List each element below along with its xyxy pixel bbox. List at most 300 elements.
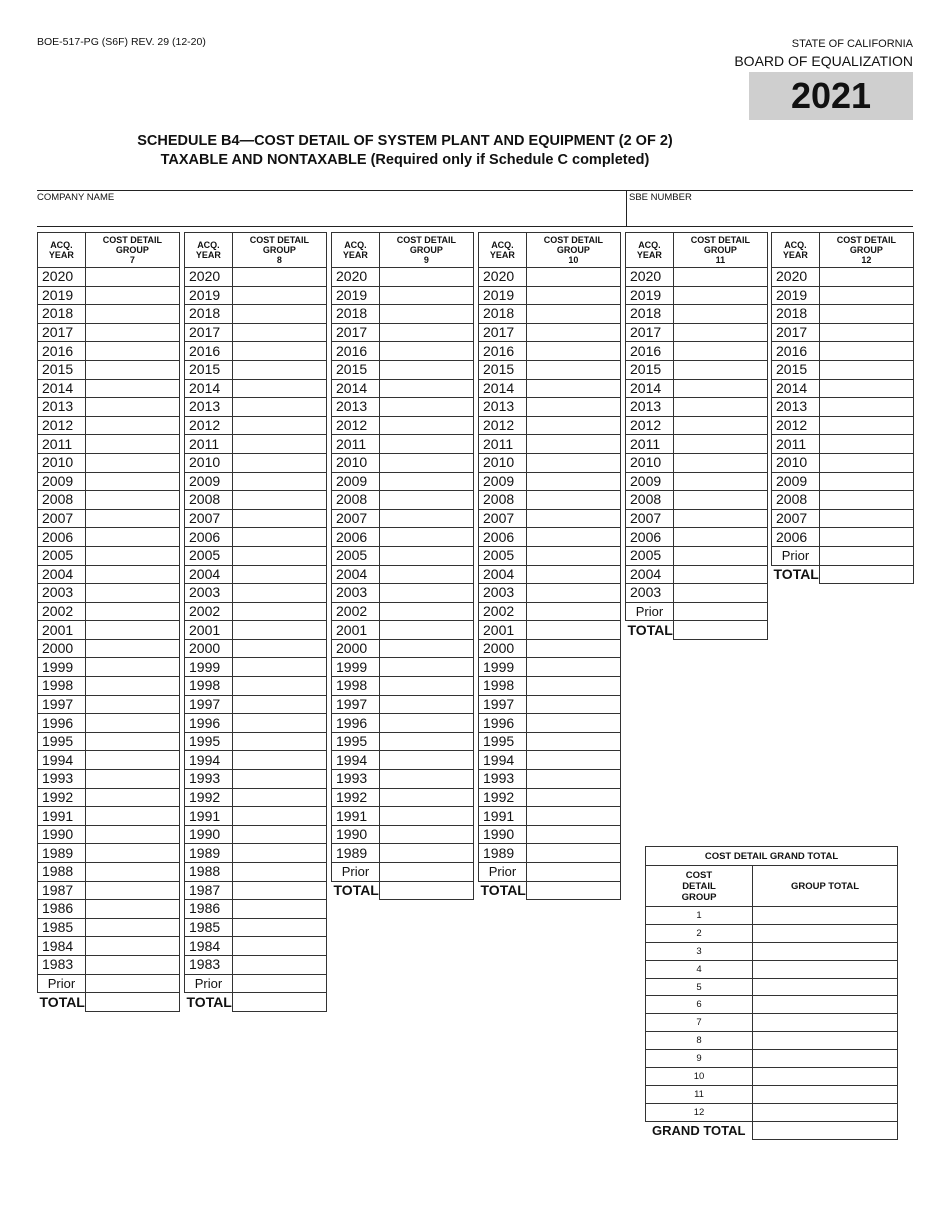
amount-cell[interactable] (673, 323, 767, 342)
table-row (185, 732, 327, 751)
acq-year-header: ACQ. YEAR (626, 233, 674, 268)
table-row (332, 268, 474, 287)
amount-cell[interactable] (379, 695, 473, 714)
amount-cell[interactable] (232, 695, 326, 714)
table-row (332, 435, 474, 454)
amount-cell[interactable] (379, 881, 473, 900)
year-label: 2017 (772, 323, 820, 342)
schedule-title (0, 132, 810, 170)
amount-cell[interactable] (85, 286, 179, 305)
amount-cell[interactable] (232, 918, 326, 937)
amount-cell[interactable] (819, 565, 913, 584)
amount-cell[interactable] (85, 844, 179, 863)
table-row (626, 602, 768, 621)
amount-cell[interactable] (379, 546, 473, 565)
year-label: 2014 (772, 379, 820, 398)
amount-cell[interactable] (85, 732, 179, 751)
amount-cell[interactable] (232, 844, 326, 863)
amount-cell[interactable] (526, 528, 620, 547)
table-row (38, 900, 180, 919)
table-row (626, 621, 768, 640)
prior-label: Prior (38, 974, 86, 993)
table-row (185, 695, 327, 714)
amount-cell[interactable] (379, 751, 473, 770)
amount-cell[interactable] (526, 825, 620, 844)
amount-cell[interactable] (232, 974, 326, 993)
amount-cell[interactable] (232, 472, 326, 491)
year-label: 2009 (332, 472, 380, 491)
amount-cell[interactable] (232, 863, 326, 882)
amount-cell[interactable] (232, 323, 326, 342)
amount-cell[interactable] (232, 342, 326, 361)
amount-cell[interactable] (232, 621, 326, 640)
table-row (185, 955, 327, 974)
amount-cell[interactable] (673, 305, 767, 324)
year-label: 2015 (772, 360, 820, 379)
amount-cell[interactable] (379, 528, 473, 547)
table-row (38, 788, 180, 807)
amount-cell[interactable] (85, 993, 179, 1012)
amount-cell[interactable] (526, 639, 620, 658)
table-row (185, 677, 327, 696)
amount-cell[interactable] (85, 435, 179, 454)
year-label: 1985 (185, 918, 233, 937)
table-row (479, 732, 621, 751)
amount-cell[interactable] (673, 528, 767, 547)
amount-cell[interactable] (85, 416, 179, 435)
amount-cell[interactable] (232, 993, 326, 1012)
year-label: 2020 (332, 268, 380, 287)
amount-cell[interactable] (379, 416, 473, 435)
amount-cell[interactable] (85, 863, 179, 882)
amount-cell[interactable] (85, 881, 179, 900)
amount-cell[interactable] (673, 398, 767, 417)
table-row (38, 807, 180, 826)
amount-cell[interactable] (819, 286, 913, 305)
table-row (772, 509, 914, 528)
table-row (332, 546, 474, 565)
amount-cell[interactable] (526, 323, 620, 342)
group-total-cell[interactable] (753, 960, 898, 978)
amount-cell[interactable] (379, 565, 473, 584)
amount-cell[interactable] (232, 770, 326, 789)
amount-cell[interactable] (232, 453, 326, 472)
amount-cell[interactable] (232, 937, 326, 956)
amount-cell[interactable] (232, 305, 326, 324)
table-row (332, 528, 474, 547)
amount-cell[interactable] (673, 546, 767, 565)
amount-cell[interactable] (819, 435, 913, 454)
amount-cell[interactable] (379, 770, 473, 789)
year-label: 2016 (479, 342, 527, 361)
table-row (772, 398, 914, 417)
amount-cell[interactable] (673, 472, 767, 491)
amount-cell[interactable] (379, 472, 473, 491)
table-row (626, 398, 768, 417)
amount-cell[interactable] (379, 732, 473, 751)
year-label: 2000 (185, 639, 233, 658)
amount-cell[interactable] (526, 788, 620, 807)
year-label: 2004 (626, 565, 674, 584)
amount-cell[interactable] (85, 546, 179, 565)
table-row (332, 621, 474, 640)
amount-cell[interactable] (526, 472, 620, 491)
amount-cell[interactable] (673, 453, 767, 472)
amount-cell[interactable] (526, 360, 620, 379)
amount-cell[interactable] (85, 268, 179, 287)
group-number: 5 (646, 978, 753, 996)
year-label: 2006 (38, 528, 86, 547)
amount-cell[interactable] (232, 639, 326, 658)
amount-cell[interactable] (379, 677, 473, 696)
amount-cell[interactable] (85, 918, 179, 937)
amount-cell[interactable] (819, 379, 913, 398)
amount-cell[interactable] (526, 770, 620, 789)
amount-cell[interactable] (673, 621, 767, 640)
cost-detail-group-12-table (771, 232, 914, 584)
group-total-cell[interactable] (753, 1014, 898, 1032)
amount-cell[interactable] (85, 379, 179, 398)
amount-cell[interactable] (819, 398, 913, 417)
amount-cell[interactable] (232, 881, 326, 900)
amount-cell[interactable] (526, 416, 620, 435)
amount-cell[interactable] (526, 751, 620, 770)
amount-cell[interactable] (85, 974, 179, 993)
amount-cell[interactable] (85, 937, 179, 956)
year-label: 2006 (185, 528, 233, 547)
amount-cell[interactable] (379, 286, 473, 305)
table-row (332, 360, 474, 379)
table-row (38, 509, 180, 528)
amount-cell[interactable] (379, 825, 473, 844)
amount-cell[interactable] (379, 398, 473, 417)
amount-cell[interactable] (526, 621, 620, 640)
amount-cell[interactable] (85, 528, 179, 547)
amount-cell[interactable] (232, 565, 326, 584)
amount-cell[interactable] (85, 398, 179, 417)
amount-cell[interactable] (526, 305, 620, 324)
amount-cell[interactable] (819, 472, 913, 491)
amount-cell[interactable] (232, 807, 326, 826)
amount-cell[interactable] (232, 584, 326, 603)
table-row (479, 788, 621, 807)
amount-cell[interactable] (526, 732, 620, 751)
table-row (772, 416, 914, 435)
table-row (185, 881, 327, 900)
amount-cell[interactable] (526, 268, 620, 287)
year-label: 1988 (38, 863, 86, 882)
amount-cell[interactable] (819, 268, 913, 287)
table-row (479, 435, 621, 454)
cost-detail-group-7-table (37, 232, 180, 1012)
table-row (479, 565, 621, 584)
amount-cell[interactable] (232, 658, 326, 677)
amount-cell[interactable] (526, 509, 620, 528)
board-name: BOARD OF EQUALIZATION (734, 53, 913, 69)
amount-cell[interactable] (232, 360, 326, 379)
amount-cell[interactable] (673, 565, 767, 584)
amount-cell[interactable] (819, 323, 913, 342)
grand-total-cell[interactable] (753, 1121, 898, 1139)
amount-cell[interactable] (819, 360, 913, 379)
year-label: 2005 (479, 546, 527, 565)
amount-cell[interactable] (526, 714, 620, 733)
amount-cell[interactable] (379, 807, 473, 826)
amount-cell[interactable] (85, 602, 179, 621)
amount-cell[interactable] (379, 863, 473, 882)
amount-cell[interactable] (526, 881, 620, 900)
amount-cell[interactable] (85, 360, 179, 379)
year-label: 1994 (38, 751, 86, 770)
form-year: 2021 (749, 72, 913, 120)
amount-cell[interactable] (85, 565, 179, 584)
year-label: 2008 (772, 491, 820, 510)
table-row (332, 881, 474, 900)
table-row (332, 584, 474, 603)
amount-cell[interactable] (673, 360, 767, 379)
amount-cell[interactable] (85, 639, 179, 658)
group-total-cell[interactable] (753, 907, 898, 925)
table-row (479, 305, 621, 324)
amount-cell[interactable] (232, 677, 326, 696)
group-total-cell[interactable] (753, 996, 898, 1014)
year-label: 2004 (38, 565, 86, 584)
year-label: 2004 (479, 565, 527, 584)
amount-cell[interactable] (232, 268, 326, 287)
amount-cell[interactable] (85, 714, 179, 733)
amount-cell[interactable] (379, 342, 473, 361)
amount-cell[interactable] (379, 658, 473, 677)
amount-cell[interactable] (379, 268, 473, 287)
group-total-cell[interactable] (753, 1085, 898, 1103)
table-row (646, 996, 898, 1014)
year-label: 2005 (38, 546, 86, 565)
year-label: 2009 (772, 472, 820, 491)
cost-detail-group-8-table (184, 232, 327, 1012)
amount-cell[interactable] (379, 788, 473, 807)
amount-cell[interactable] (379, 305, 473, 324)
sbe-number-label: SBE NUMBER (629, 192, 692, 203)
amount-cell[interactable] (232, 379, 326, 398)
amount-cell[interactable] (232, 751, 326, 770)
amount-cell[interactable] (85, 342, 179, 361)
amount-cell[interactable] (673, 509, 767, 528)
amount-cell[interactable] (232, 825, 326, 844)
year-label: 2017 (185, 323, 233, 342)
amount-cell[interactable] (232, 955, 326, 974)
amount-cell[interactable] (526, 491, 620, 510)
year-label: 2017 (38, 323, 86, 342)
amount-cell[interactable] (85, 695, 179, 714)
amount-cell[interactable] (673, 286, 767, 305)
group-total-cell[interactable] (753, 1103, 898, 1121)
amount-cell[interactable] (673, 435, 767, 454)
table-row (185, 509, 327, 528)
year-label: 1990 (185, 825, 233, 844)
amount-cell[interactable] (673, 584, 767, 603)
amount-cell[interactable] (526, 695, 620, 714)
year-label: 1999 (332, 658, 380, 677)
amount-cell[interactable] (85, 825, 179, 844)
year-label: 2007 (185, 509, 233, 528)
year-label: 2020 (479, 268, 527, 287)
amount-cell[interactable] (379, 584, 473, 603)
year-label: 2002 (185, 602, 233, 621)
amount-cell[interactable] (526, 602, 620, 621)
cost-detail-group-10-table (478, 232, 621, 900)
amount-cell[interactable] (85, 472, 179, 491)
amount-cell[interactable] (526, 584, 620, 603)
amount-cell[interactable] (673, 602, 767, 621)
group-total-cell[interactable] (753, 1068, 898, 1086)
amount-cell[interactable] (379, 360, 473, 379)
amount-cell[interactable] (232, 416, 326, 435)
amount-cell[interactable] (819, 305, 913, 324)
amount-cell[interactable] (85, 677, 179, 696)
year-label: 2002 (38, 602, 86, 621)
year-label: 2007 (626, 509, 674, 528)
year-label: 1998 (185, 677, 233, 696)
group-number: 1 (646, 907, 753, 925)
amount-cell[interactable] (819, 546, 913, 565)
amount-cell[interactable] (379, 509, 473, 528)
amount-cell[interactable] (85, 323, 179, 342)
amount-cell[interactable] (85, 658, 179, 677)
amount-cell[interactable] (526, 342, 620, 361)
amount-cell[interactable] (526, 658, 620, 677)
amount-cell[interactable] (379, 844, 473, 863)
amount-cell[interactable] (232, 714, 326, 733)
group-total-cell[interactable] (753, 978, 898, 996)
year-label: 2015 (185, 360, 233, 379)
amount-cell[interactable] (232, 602, 326, 621)
amount-cell[interactable] (232, 286, 326, 305)
amount-cell[interactable] (526, 844, 620, 863)
amount-cell[interactable] (673, 416, 767, 435)
year-label: 1995 (38, 732, 86, 751)
amount-cell[interactable] (379, 453, 473, 472)
amount-cell[interactable] (232, 398, 326, 417)
year-label: 1991 (332, 807, 380, 826)
year-label: 1994 (332, 751, 380, 770)
table-row (479, 491, 621, 510)
amount-cell[interactable] (673, 342, 767, 361)
state-name: STATE OF CALIFORNIA (791, 38, 913, 50)
amount-cell[interactable] (85, 584, 179, 603)
amount-cell[interactable] (819, 342, 913, 361)
group-total-cell[interactable] (753, 924, 898, 942)
amount-cell[interactable] (526, 565, 620, 584)
year-label: 1995 (479, 732, 527, 751)
table-row (479, 323, 621, 342)
amount-cell[interactable] (526, 398, 620, 417)
amount-cell[interactable] (526, 286, 620, 305)
amount-cell[interactable] (526, 863, 620, 882)
amount-cell[interactable] (379, 621, 473, 640)
year-label: 2008 (38, 491, 86, 510)
amount-cell[interactable] (526, 379, 620, 398)
amount-cell[interactable] (85, 453, 179, 472)
amount-cell[interactable] (819, 528, 913, 547)
amount-cell[interactable] (526, 453, 620, 472)
amount-cell[interactable] (85, 788, 179, 807)
amount-cell[interactable] (85, 621, 179, 640)
amount-cell[interactable] (85, 305, 179, 324)
year-label: 2010 (185, 453, 233, 472)
amount-cell[interactable] (85, 509, 179, 528)
year-label: 2013 (332, 398, 380, 417)
amount-cell[interactable] (232, 900, 326, 919)
form-number: BOE-517-PG (S6F) REV. 29 (12-20) (37, 36, 206, 48)
amount-cell[interactable] (819, 453, 913, 472)
year-label: 2020 (772, 268, 820, 287)
year-label: 2014 (479, 379, 527, 398)
amount-cell[interactable] (526, 435, 620, 454)
year-label: 1989 (332, 844, 380, 863)
year-label: 1994 (479, 751, 527, 770)
amount-cell[interactable] (85, 491, 179, 510)
table-row (38, 546, 180, 565)
amount-cell[interactable] (232, 509, 326, 528)
amount-cell[interactable] (379, 491, 473, 510)
company-field-bottom (37, 226, 913, 227)
amount-cell[interactable] (379, 379, 473, 398)
amount-cell[interactable] (85, 751, 179, 770)
amount-cell[interactable] (232, 435, 326, 454)
group-total-cell[interactable] (753, 1050, 898, 1068)
year-label: 1996 (38, 714, 86, 733)
amount-cell[interactable] (85, 770, 179, 789)
table-row (185, 491, 327, 510)
amount-cell[interactable] (673, 268, 767, 287)
amount-cell[interactable] (819, 416, 913, 435)
table-row (646, 942, 898, 960)
year-label: 2019 (479, 286, 527, 305)
table-row (332, 416, 474, 435)
amount-cell[interactable] (379, 602, 473, 621)
amount-cell[interactable] (85, 807, 179, 826)
amount-cell[interactable] (379, 714, 473, 733)
amount-cell[interactable] (232, 732, 326, 751)
amount-cell[interactable] (526, 677, 620, 696)
year-label: 1995 (185, 732, 233, 751)
table-row (332, 788, 474, 807)
group-total-cell[interactable] (753, 942, 898, 960)
table-row (38, 751, 180, 770)
amount-cell[interactable] (85, 900, 179, 919)
amount-cell[interactable] (819, 509, 913, 528)
amount-cell[interactable] (379, 323, 473, 342)
amount-cell[interactable] (232, 528, 326, 547)
table-row (185, 602, 327, 621)
amount-cell[interactable] (379, 435, 473, 454)
amount-cell[interactable] (526, 546, 620, 565)
amount-cell[interactable] (232, 788, 326, 807)
amount-cell[interactable] (85, 955, 179, 974)
cost-detail-group-9-table (331, 232, 474, 900)
amount-cell[interactable] (819, 491, 913, 510)
amount-cell[interactable] (379, 639, 473, 658)
amount-cell[interactable] (673, 491, 767, 510)
amount-cell[interactable] (232, 491, 326, 510)
table-row (626, 453, 768, 472)
amount-cell[interactable] (673, 379, 767, 398)
year-label: 2002 (479, 602, 527, 621)
amount-cell[interactable] (526, 807, 620, 826)
amount-cell[interactable] (232, 546, 326, 565)
group-total-cell[interactable] (753, 1032, 898, 1050)
table-row (626, 268, 768, 287)
